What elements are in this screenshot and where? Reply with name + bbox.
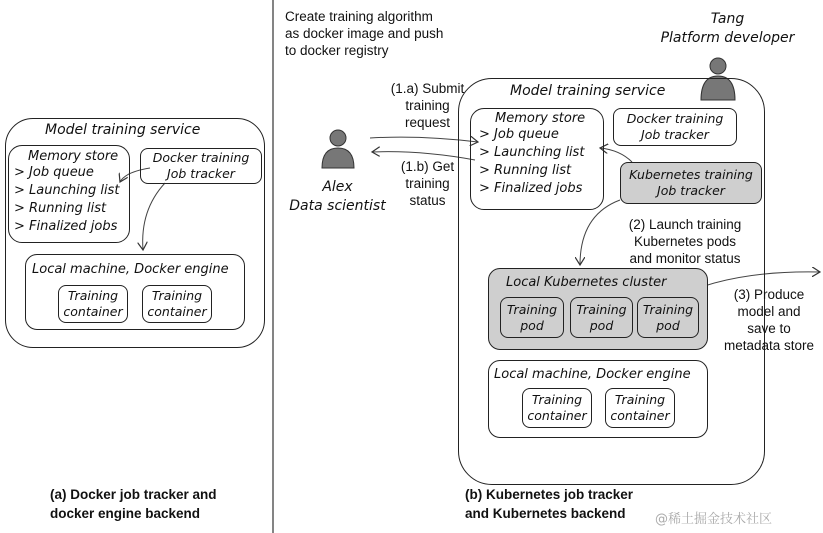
tang-label xyxy=(660,10,795,48)
step-line: request xyxy=(404,115,451,130)
list-item: > Job queue xyxy=(479,127,559,142)
step-line: metadata store xyxy=(723,338,815,353)
caption-line: and Kubernetes backend xyxy=(465,506,626,521)
list-item: > Finalized jobs xyxy=(14,219,118,234)
label: Job tracker xyxy=(657,183,725,198)
label: Training xyxy=(614,392,666,407)
caption-line: (b) Kubernetes job tracker xyxy=(465,487,634,502)
label: pod xyxy=(589,317,614,333)
label: Training xyxy=(151,288,203,303)
memory-store-list xyxy=(479,126,603,198)
list-item: > Launching list xyxy=(479,145,585,160)
person-role: Platform developer xyxy=(660,30,795,46)
engine-title: Local machine, Docker engine xyxy=(494,367,691,382)
engine-title: Local machine, Docker engine xyxy=(32,262,229,277)
left-memory-store xyxy=(8,145,130,243)
label: Docker training xyxy=(626,111,724,126)
step-line: Kubernetes pods xyxy=(633,234,737,249)
step-line: save to xyxy=(747,321,791,336)
left-docker-tracker xyxy=(140,148,262,184)
step-line: and monitor status xyxy=(629,251,741,266)
training-pod xyxy=(570,297,633,338)
step-line: (1.a) Submit xyxy=(390,81,465,96)
step-line: training xyxy=(405,176,450,191)
step-line: model and xyxy=(737,304,801,319)
label: container xyxy=(610,408,670,423)
cluster-title: Local Kubernetes cluster xyxy=(506,275,667,290)
label: Training xyxy=(642,301,694,317)
person-icon-alex xyxy=(322,130,354,168)
label: container xyxy=(63,304,123,319)
memory-store-title: Memory store xyxy=(28,149,119,164)
right-caption xyxy=(465,485,633,523)
memory-store-title: Memory store xyxy=(495,111,586,126)
training-container xyxy=(605,388,675,428)
person-name: Tang xyxy=(710,11,745,27)
label: Kubernetes training xyxy=(629,167,753,182)
list-item: > Finalized jobs xyxy=(479,181,583,196)
training-pod xyxy=(500,297,564,338)
label: Training xyxy=(506,301,558,317)
label: Training xyxy=(576,301,627,317)
step-line: (1.b) Get xyxy=(400,159,455,174)
training-container xyxy=(522,388,592,428)
label: pod xyxy=(656,317,680,333)
k8s-tracker xyxy=(620,162,762,204)
caption-line: (a) Docker job tracker and xyxy=(50,487,217,502)
right-memory-store xyxy=(470,108,604,210)
caption-line: docker engine backend xyxy=(50,506,201,521)
list-item: > Job queue xyxy=(14,165,94,180)
alex-label xyxy=(275,178,400,216)
list-item: > Running list xyxy=(14,201,107,216)
person-name: Alex xyxy=(322,179,353,195)
label: container xyxy=(527,408,587,423)
step-line: (2) Launch training xyxy=(628,217,742,232)
label: Training xyxy=(67,288,119,303)
step-line: status xyxy=(409,193,446,208)
step-2-label xyxy=(605,216,765,267)
watermark: @稀土掘金技术社区 xyxy=(655,512,773,527)
step-3-label xyxy=(715,286,823,354)
label: pod xyxy=(520,317,544,333)
label: Docker training xyxy=(152,150,250,165)
label: container xyxy=(147,304,207,319)
note-line: to docker registry xyxy=(285,43,389,58)
step-line: training xyxy=(405,98,450,113)
right-docker-tracker xyxy=(613,108,737,146)
label: Job tracker xyxy=(167,166,235,181)
memory-store-list xyxy=(14,164,129,236)
label: Training xyxy=(531,392,583,407)
note-line: as docker image and push xyxy=(285,26,444,41)
training-pod xyxy=(637,297,699,338)
label: Job tracker xyxy=(641,127,709,142)
list-item: > Running list xyxy=(479,163,572,178)
right-service-title: Model training service xyxy=(510,83,666,99)
person-role: Data scientist xyxy=(289,198,386,214)
step-line: (3) Produce xyxy=(733,287,805,302)
left-service-title: Model training service xyxy=(45,122,201,138)
left-caption xyxy=(50,485,217,523)
top-note xyxy=(285,8,443,59)
note-line: Create training algorithm xyxy=(285,9,433,24)
training-container xyxy=(142,285,212,323)
list-item: > Launching list xyxy=(14,183,120,198)
training-container xyxy=(58,285,128,323)
